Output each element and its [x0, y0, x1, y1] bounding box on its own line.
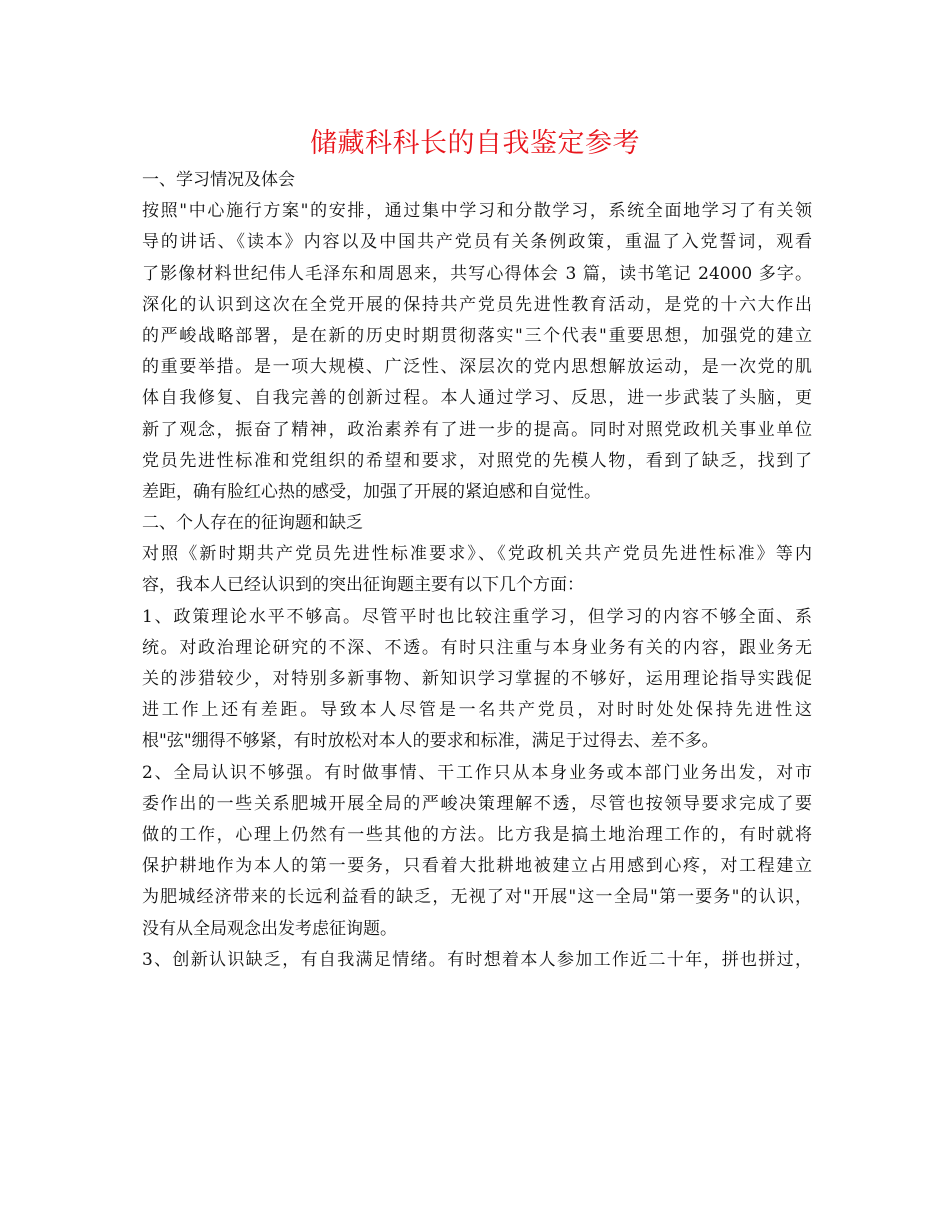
body-line: 进工作上还有差距。导致本人尽管是一名共产党员，对时时处处保持先进性这 — [142, 700, 812, 721]
body-line: 的严峻战略部署，是在新的历史时期贯彻落实"三个代表"重要思想，加强党的建立 — [142, 325, 812, 346]
document-title: 储藏科科长的自我鉴定参考 — [310, 128, 640, 159]
body-line: 根"弦"绷得不够紧，有时放松对本人的要求和标准，满足于过得去、差不多。 — [142, 731, 719, 752]
body-line: 新了观念，振奋了精神，政治素养有了进一步的提高。同时对照党政机关事业单位 — [142, 419, 812, 440]
body-line: 党员先进性标准和党组织的希望和要求，对照党的先模人物，看到了缺乏，找到了 — [142, 450, 812, 471]
body-line: 委作出的一些关系肥城开展全局的严峻决策理解不透，尽管也按领导要求完成了要 — [142, 793, 812, 814]
body-line: 2、全局认识不够强。有时做事情、干工作只从本身业务或本部门业务出发，对市 — [142, 762, 812, 783]
body-line: 3、创新认识缺乏，有自我满足情绪。有时想着本人参加工作近二十年，拼也拼过， — [142, 949, 812, 970]
body-line: 二、个人存在的征询题和缺乏 — [142, 513, 363, 534]
body-line: 一、学习情况及体会 — [142, 170, 295, 190]
body-line: 体自我修复、自我完善的创新过程。本人通过学习、反思，进一步武装了头脑，更 — [142, 388, 812, 409]
body-line: 的重要举措。是一项大规模、广泛性、深层次的党内思想解放运动，是一次党的肌 — [142, 357, 812, 378]
body-line: 关的涉猎较少，对特别多新事物、新知识学习掌握的不够好，运用理论指导实践促 — [142, 669, 812, 689]
body-line: 深化的认识到这次在全党开展的保持共产党员先进性教育活动，是党的十六大作出 — [142, 294, 812, 315]
body-line: 1、政策理论水平不够高。尽管平时也比较注重学习，但学习的内容不够全面、系 — [142, 606, 812, 627]
body-line: 差距，确有脸红心热的感受，加强了开展的紧迫感和自觉性。 — [142, 481, 601, 502]
body-line: 容，我本人已经认识到的突出征询题主要有以下几个方面： — [142, 575, 584, 596]
body-line: 对照《新时期共产党员先进性标准要求》、《党政机关共产党员先进性标准》等内 — [142, 544, 812, 565]
body-line: 了影像材料世纪伟人毛泽东和周恩来，共写心得体会 3 篇，读书笔记 24000 多字。 — [142, 263, 812, 284]
body-line: 做的工作，心理上仍然有一些其他的方法。比方我是搞土地治理工作的，有时就将 — [142, 824, 812, 845]
body-line: 统。对政治理论研究的不深、不透。有时只注重与本身业务有关的内容，跟业务无 — [142, 637, 812, 658]
body-line: 保护耕地作为本人的第一要务，只看着大批耕地被建立占用感到心疼，对工程建立 — [142, 856, 812, 877]
body-line: 没有从全局观念出发考虑征询题。 — [142, 918, 397, 939]
document-body — [142, 165, 812, 976]
body-line: 导的讲话、《读本》内容以及中国共产党员有关条例政策，重温了入党誓词，观看 — [142, 232, 812, 253]
body-line: 按照"中心施行方案"的安排，通过集中学习和分散学习，系统全面地学习了有关领 — [142, 201, 812, 222]
body-line: 为肥城经济带来的长远利益看的缺乏，无视了对"开展"这一全局"第一要务"的认识， — [142, 887, 812, 908]
